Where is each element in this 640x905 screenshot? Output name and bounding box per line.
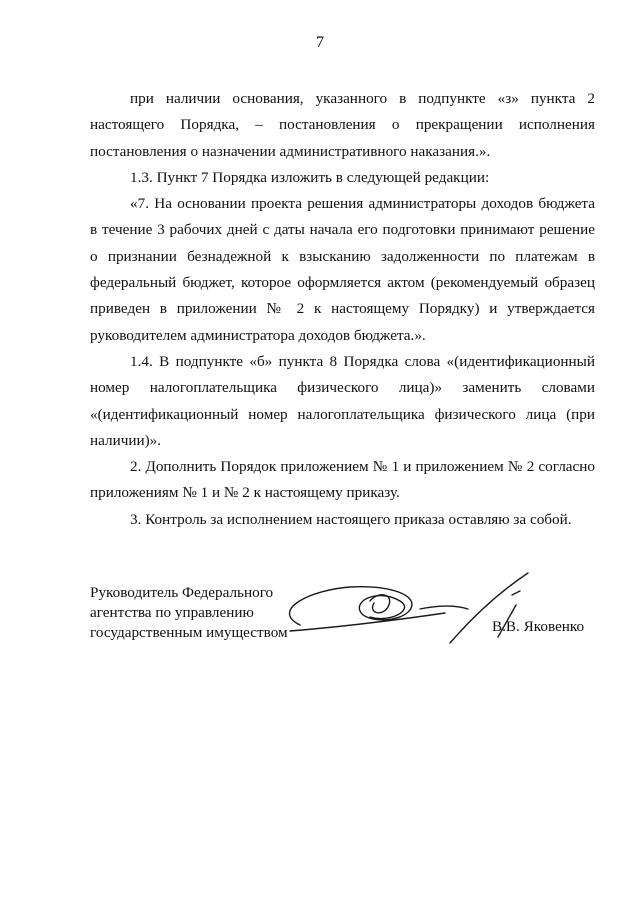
document-body [90, 86, 595, 533]
page-number: 7 [316, 34, 324, 51]
signatory-title-line-3: государственным имуществом [90, 624, 288, 641]
paragraph-4: 1.4. В подпункте «б» пункта 8 Порядка слова «(идентификационный номер налогоплательщика физического лица)» заменить словами «(идентификационный номер налогоплательщика физического лица (при наличии)». [90, 352, 595, 449]
signatory-title-line-2: агентства по управлению [90, 604, 254, 621]
signatory-name: В.В. Яковенко [492, 618, 585, 635]
paragraph-3: «7. На основании проекта решения администраторы доходов бюджета в течение 3 рабочих дней с даты начала его подготовки принимают решение о признании безнадежной к взысканию задолженности по платежам в федеральный бюджет, которое оформляется актом (рекомендуемый образец приведен в приложении № 2 к настоящему Порядку) и утверждается руководителем администратора доходов бюджета.». [90, 195, 595, 344]
handwritten-signature [270, 565, 540, 650]
paragraph-6: 3. Контроль за исполнением настоящего приказа оставляю за собой. [130, 510, 572, 528]
paragraph-1: при наличии основания, указанного в подпункте «з» пункта 2 настоящего Порядка, – постановления о прекращении исполнения постановления о назначении административного наказания.». [90, 90, 595, 160]
paragraph-5: 2. Дополнить Порядок приложением № 1 и приложением № 2 согласно приложениям № 1 и № 2 к настоящему приказу. [90, 458, 595, 502]
signatory-title [90, 583, 288, 643]
paragraph-2: 1.3. Пункт 7 Порядка изложить в следующей редакции: [130, 168, 490, 186]
signatory-title-line-1: Руководитель Федерального [90, 584, 274, 601]
